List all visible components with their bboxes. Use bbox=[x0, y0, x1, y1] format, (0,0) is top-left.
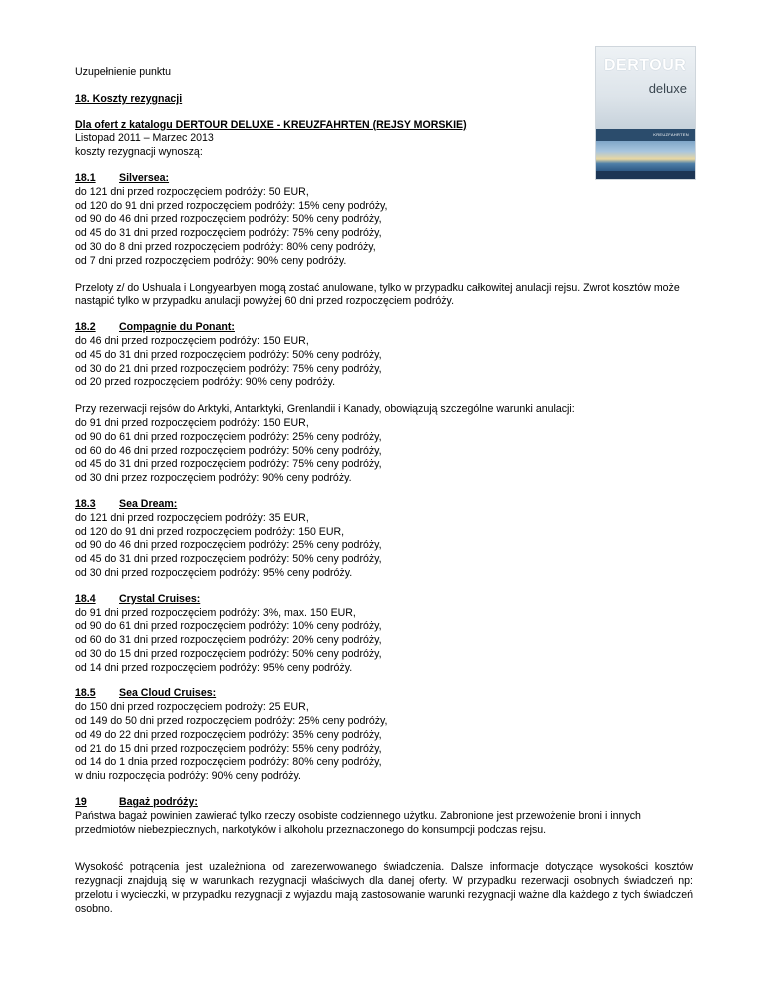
intro-text: Uzupełnienie punktu bbox=[75, 66, 172, 78]
list-item: od 60 do 31 dni przed rozpoczęciem podróży: 20% ceny podróży, bbox=[75, 634, 382, 647]
list-item: od 30 do 15 dni przed rozpoczęciem podróży: 50% ceny podróży, bbox=[75, 647, 382, 660]
list-item: od 90 do 61 dni przed rozpoczęciem podróży: 25% ceny podróży, bbox=[75, 430, 382, 443]
list-item: w dniu rozpoczęcia podróży: 90% ceny podróży. bbox=[75, 770, 301, 783]
list-item: od 90 do 46 dni przed rozpoczęciem podróży: 50% ceny podróży, bbox=[75, 213, 382, 226]
section-18-3-heading bbox=[75, 498, 693, 512]
list-item: od 30 do 8 dni przed rozpoczęciem podróży: 80% ceny podróży, bbox=[75, 240, 376, 253]
flight-note: Przeloty z/ do Ushuala i Longyearbyen mogą zostać anulowane, tylko w przypadku całkowitej anulacji rejsu. Zwrot kosztów może nastąpić tylko w przypadku anulacji powyżej 60 dni przed rozpoczęciem podróży. bbox=[75, 281, 680, 308]
section-number: 19 bbox=[75, 796, 87, 809]
list-item: od 20 przed rozpoczęciem podróży: 90% ceny podróży. bbox=[75, 376, 336, 389]
section-heading: 18. Koszty rezygnacji bbox=[75, 92, 183, 105]
section-number: 18.2 bbox=[75, 321, 96, 334]
section-name: Sea Cloud Cruises: bbox=[119, 687, 217, 700]
list-item: do 150 dni przed rozpoczęciem podroży: 25 EUR, bbox=[75, 701, 309, 714]
section-18-5-heading bbox=[75, 687, 693, 701]
list-item: do 46 dni przed rozpoczęciem podróży: 150 EUR, bbox=[75, 334, 309, 347]
section-18-1-heading bbox=[75, 172, 693, 186]
section-name: Crystal Cruises: bbox=[119, 592, 201, 605]
list-item: od 45 do 31 dni przed rozpoczęciem podróży: 75% ceny podróży, bbox=[75, 227, 382, 240]
offer-title: Dla ofert z katalogu DERTOUR DELUXE - KREUZFAHRTEN (REJSY MORSKIE) bbox=[75, 118, 467, 131]
list-item: od 90 do 61 dni przed rozpoczęciem podróży: 10% ceny podróży, bbox=[75, 620, 382, 633]
costs-intro: koszty rezygnacji wynoszą: bbox=[75, 146, 203, 159]
section-number: 18.4 bbox=[75, 592, 96, 605]
section-name: Compagnie du Ponant: bbox=[119, 321, 235, 334]
list-item: do 91 dni przed rozpoczęciem podróży: 3%, max. 150 EUR, bbox=[75, 606, 356, 619]
section-18-2-heading bbox=[75, 321, 693, 335]
list-item: od 120 do 91 dni przed rozpoczęciem podróży: 15% ceny podróży, bbox=[75, 199, 388, 212]
closing-paragraph: Wysokość potrącenia jest uzależniona od zarezerwowanego świadczenia. Dalsze informacje dotyczące wysokości kosztów rezygnacji znajdują się w warunkach rezygnacji właściwych dla danej oferty. W przypadku rezerwacji osobnych świadczeń np: przelotu i wycieczki, w przypadku rezygnacji z wyjazdu mają zastosowanie warunki rezygnacji ważne dla każdego z tych świadczeń osobno. bbox=[75, 861, 693, 915]
list-item: od 30 do 21 dni przed rozpoczęciem podróży: 75% ceny podróży, bbox=[75, 362, 382, 375]
document-body bbox=[75, 66, 693, 917]
list-item: od 45 do 31 dni przed rozpoczęciem podróży: 50% ceny podróży, bbox=[75, 348, 382, 361]
arctic-intro: Przy rezerwacji rejsów do Arktyki, Antarktyki, Grenlandii i Kanady, obowiązują szczególne warunki anulacji: bbox=[75, 403, 575, 416]
list-item: od 7 dni przed rozpoczęciem podróży: 90% ceny podróży. bbox=[75, 254, 347, 267]
list-item: od 149 do 50 dni przed rozpoczęciem podróży: 25% ceny podróży, bbox=[75, 715, 388, 728]
list-item: od 14 do 1 dnia przed rozpoczęciem podróży: 80% ceny podróży, bbox=[75, 756, 382, 769]
section-name: Sea Dream: bbox=[119, 497, 178, 510]
list-item: od 30 dni przed rozpoczęciem podróży: 95% ceny podróży. bbox=[75, 566, 353, 579]
section-number: 18.1 bbox=[75, 171, 96, 184]
list-item: od 120 do 91 dni przed rozpoczęciem podróży: 150 EUR, bbox=[75, 525, 345, 538]
list-item: od 14 dni przed rozpoczęciem podróży: 95% ceny podróży. bbox=[75, 661, 353, 674]
cover-tag: KREUZFAHRTEN bbox=[653, 132, 689, 137]
list-item: od 21 do 15 dni przed rozpoczęciem podróży: 55% ceny podróży, bbox=[75, 742, 382, 755]
list-item: od 45 do 31 dni przed rozpoczęciem podróży: 50% ceny podróży, bbox=[75, 553, 382, 566]
section-name: Silversea: bbox=[119, 171, 170, 184]
section-number: 18.5 bbox=[75, 687, 96, 700]
baggage-text: Państwa bagaż powinien zawierać tylko rzeczy osobiste codziennego użytku. Zabronione jest przewożenie broni i innych przedmiotów niebezpiecznych, narkotyków i alkoholu przeznaczonego do konsumpcji podczas rejsu. bbox=[75, 809, 641, 836]
list-item: do 121 dni przed rozpoczęciem podróży: 50 EUR, bbox=[75, 185, 309, 198]
list-item: od 45 do 31 dni przed rozpoczęciem podróży: 75% ceny podróży, bbox=[75, 458, 382, 471]
section-name: Bagaż podróży: bbox=[119, 796, 198, 809]
section-19-heading bbox=[75, 796, 693, 810]
list-item: od 90 do 46 dni przed rozpoczęciem podróży: 25% ceny podróży, bbox=[75, 539, 382, 552]
list-item: od 30 dni przez rozpoczęciem podróży: 90% ceny podróży. bbox=[75, 472, 352, 485]
list-item: do 121 dni przed rozpoczęciem podróży: 35 EUR, bbox=[75, 511, 309, 524]
section-number: 18.3 bbox=[75, 497, 96, 510]
list-item: od 49 do 22 dni przed rozpoczęciem podróży: 35% ceny podróży, bbox=[75, 728, 382, 741]
cover-subtitle: deluxe bbox=[648, 81, 687, 96]
list-item: od 60 do 46 dni przed rozpoczęciem podróży: 50% ceny podróży, bbox=[75, 444, 382, 457]
period-text: Listopad 2011 – Marzec 2013 bbox=[75, 132, 214, 145]
list-item: do 91 dni przed rozpoczęciem podróży: 150 EUR, bbox=[75, 416, 309, 429]
cover-logo: DERTOUR bbox=[604, 57, 687, 74]
section-18-4-heading bbox=[75, 593, 693, 607]
